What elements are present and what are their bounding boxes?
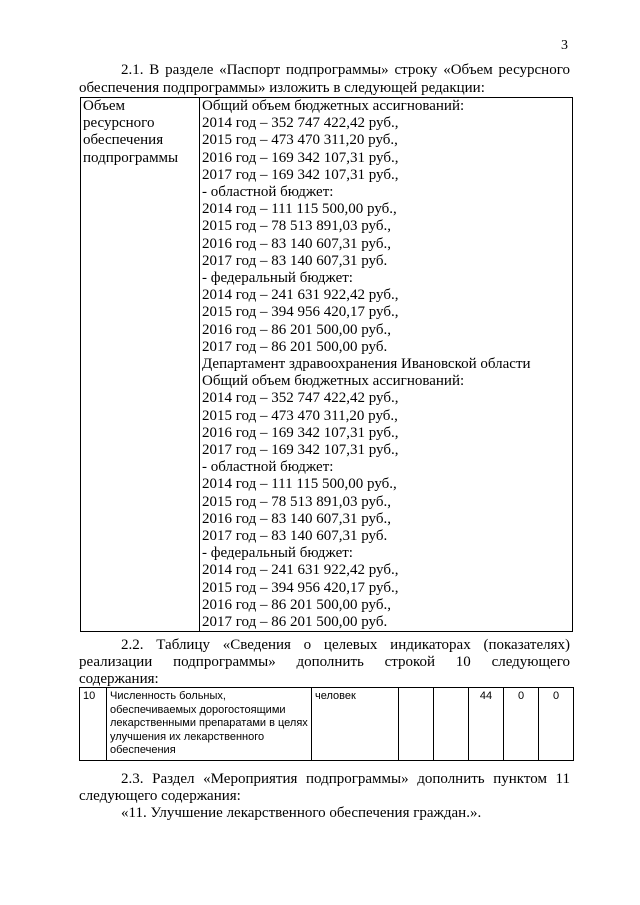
indicator-value-3: 44: [469, 688, 504, 761]
paragraph-2-1: 2.1. В разделе «Паспорт подпрограммы» строку «Объем ресурсного обеспечения подпрограммы» изложить в следующей редакции:: [79, 62, 570, 96]
resource-value-line: 2016 год – 83 140 607,31 руб.,: [202, 510, 391, 527]
indicator-number: 10: [80, 688, 107, 761]
resource-value-line: 2014 год – 111 115 500,00 руб.,: [202, 476, 397, 493]
table-row: [80, 688, 574, 761]
paragraph-2-3-quote: «11. Улучшение лекарственного обеспечения граждан.».: [121, 805, 482, 821]
indicator-value-5: 0: [539, 688, 574, 761]
resource-value-line: 2015 год – 78 513 891,03 руб.,: [202, 493, 391, 510]
resource-value-line: 2016 год – 169 342 107,31 руб.,: [202, 424, 399, 441]
resource-value-line: 2014 год – 111 115 500,00 руб.,: [202, 201, 397, 218]
resource-value-line: 2015 год – 78 513 891,03 руб.,: [202, 218, 391, 235]
resource-value-line: 2014 год – 241 631 922,42 руб.,: [202, 562, 399, 579]
resource-value-line: 2014 год – 352 747 422,42 руб.,: [202, 115, 399, 132]
indicator-value-2: [434, 688, 469, 761]
indicator-value-1: [399, 688, 434, 761]
resource-value-line: Общий объем бюджетных ассигнований:: [202, 373, 465, 390]
page-number: 3: [561, 38, 568, 53]
resource-value-line: 2016 год – 169 342 107,31 руб.,: [202, 149, 399, 166]
resource-value-line: 2016 год – 83 140 607,31 руб.,: [202, 235, 391, 252]
resource-label-line: ресурсного: [83, 115, 155, 132]
paragraph-2-3: [79, 771, 570, 822]
paragraph-2-2-line3: содержания:: [79, 671, 159, 687]
resource-value-line: 2016 год – 86 201 500,00 руб.,: [202, 321, 391, 338]
paragraph-2-3-line1: 2.3. Раздел «Мероприятия подпрограммы» дополнить пунктом 11: [121, 771, 570, 787]
paragraph-2-2-line1: 2.2. Таблицу «Сведения о целевых индикаторах (показателях): [121, 637, 570, 653]
resource-value-line: 2016 год – 86 201 500,00 руб.,: [202, 596, 391, 613]
paragraph-2-2: [79, 637, 570, 688]
resource-value-line: 2015 год – 394 956 420,17 руб.,: [202, 579, 399, 596]
indicator-table: [79, 687, 574, 761]
resource-value-line: Департамент здравоохранения Ивановской области: [202, 356, 531, 373]
resource-value-line: 2014 год – 352 747 422,42 руб.,: [202, 390, 399, 407]
resource-table-value-cell: [200, 98, 573, 632]
resource-value-line: - федеральный бюджет:: [202, 545, 353, 562]
resource-value-line: 2017 год – 83 140 607,31 руб.: [202, 528, 388, 545]
resource-value-line: 2017 год – 86 201 500,00 руб.: [202, 614, 388, 631]
resource-table: [80, 97, 573, 632]
resource-label-line: Объем: [83, 98, 125, 114]
resource-value-line: - областной бюджет:: [202, 184, 334, 201]
resource-value-line: 2017 год – 169 342 107,31 руб.,: [202, 442, 399, 459]
resource-value-line: 2017 год – 83 140 607,31 руб.: [202, 252, 388, 269]
resource-value-line: - федеральный бюджет:: [202, 270, 353, 287]
indicator-name: Численность больных, обеспечиваемых дорогостоящими лекарственными препаратами в целях улучшения их лекарственного обеспечения: [107, 688, 312, 761]
indicator-unit: человек: [312, 688, 399, 761]
resource-value-line: 2015 год – 473 470 311,20 руб.,: [202, 132, 398, 149]
resource-value-line: 2014 год – 241 631 922,42 руб.,: [202, 287, 399, 304]
resource-label-line: обеспечения: [83, 132, 164, 149]
paragraph-2-3-line2: следующего содержания:: [79, 788, 241, 804]
paragraph-2-2-line2: реализации подпрограммы» дополнить строкой 10 следующего: [79, 654, 570, 670]
resource-value-line: 2017 год – 169 342 107,31 руб.,: [202, 166, 399, 183]
resource-value-line: 2017 год – 86 201 500,00 руб.: [202, 338, 388, 355]
indicator-value-4: 0: [504, 688, 539, 761]
resource-value-line: - областной бюджет:: [202, 459, 334, 476]
resource-label-line: подпрограммы: [83, 149, 179, 166]
resource-value-line: 2015 год – 394 956 420,17 руб.,: [202, 304, 399, 321]
resource-value-line: Общий объем бюджетных ассигнований:: [202, 98, 465, 114]
resource-table-label-cell: [81, 98, 200, 632]
resource-value-line: 2015 год – 473 470 311,20 руб.,: [202, 407, 398, 424]
